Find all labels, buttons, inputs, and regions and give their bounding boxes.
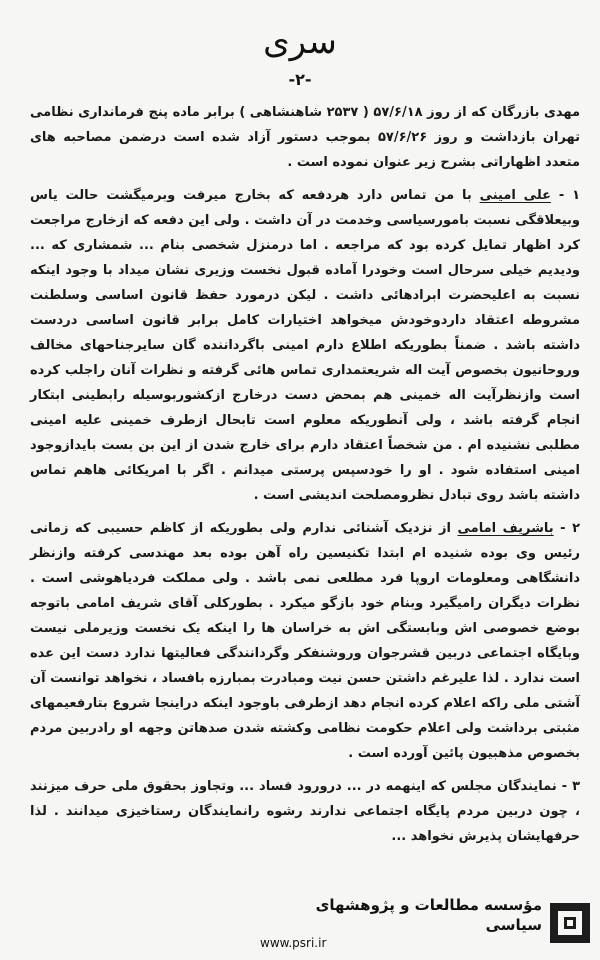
psri-logo-icon [550,903,590,943]
item-1-paragraph [30,183,580,508]
institute-name: مؤسسه مطالعات و پژوهشهای سیاسی [315,896,542,934]
institute-watermark [260,896,590,950]
item-3-text: نمایندگان مجلس که اینهمه در ... درورود فساد ... وتجاوز بحقوق ملی حرف میزنند ، چون دربین مردم پایگاه اجتماعی ندارند رشوه رانمایندگان رستاخیزی میدانند . لذا حرفهایشان پذیرش نخواهد ... [30,779,580,844]
item-2-number: ۲ - [560,521,581,536]
classification-heading: سری [263,22,337,62]
intro-paragraph: مهدی بازرگان که از روز ۵۷/۶/۱۸ ( ۲۵۳۷ شاهنشاهی ) برابر ماده پنج فرمانداری نظامی تهران بازداشت و روز ۵۷/۶/۲۶ بموجب دستور آزاد شده است درضمن مصاحبه های متعدد اظهاراتی بشرح زیر عنوان نموده است . [30,105,581,170]
institute-url: www.psri.ir [260,936,327,950]
document-body [30,100,580,857]
page-number: -۲- [288,70,312,89]
item-2-subject: باشریف امامی [457,521,554,536]
item-1-subject: علی امینی [479,188,552,203]
item-3-number: ۳ - [561,779,580,794]
item-1-number: ۱ - [558,188,581,203]
item-2-paragraph [30,516,580,766]
item-2-text: از نزدیک آشنائی ندارم ولی بطوریکه از کاظم حسیبی که زمانی رئیس وی بوده شنیده ام ابتدا تکنیسین راه آهن بوده بعد مهندسی کرفته وازنظر دانشگاهی ومعلومات اروپا فرد مطلعی نمی باشد . ولی مملکت فردیاهوشی است . نظرات دیگران رامیگیرد وبنام خود بازگو میکرد . بطورکلی آقای شریف امامی باتوجه بوضع خصوصی اش وبابستگی اش به خراسان ها را اینکه یک نخست وزیرملی نیست وبایگاه اجتماعی دربین قشرجوان وروشنفکر وگردانندگی فعالیتها ندارد دست این عده است ندارد . لذا علیرغم داشتن حسن نیت ومبادرت بمبارزه بافساد ، نخواهد توانست آن آشتی ملی راکه اعلام کرده انجام دهد ازطرفی باوجود اینکه دراینجا شروع بتارفعیمهای مثبتی برداشت ولی اعلام حکومت نظامی وکشته شدن صدهاتن وجهه او رادربین مردم بخصوص مذهبیون پائین آورده است . [30,521,580,761]
item-1-text: با من تماس دارد هردفعه که بخارج میرفت وبرمیگشت حالت یاس وبیعلاقگی نسبت بامورسیاسی وخدمت در آن داشت . ولی این دفعه که ازخارج مراجعت کرد اظهار تمایل کرده بود که مراجعه . اما درمنزل شخصی بنام ... شمشاری که ... ودیدیم خیلی سرحال است وخودرا آماده قبول نخست وزیری نشان میداد با وجود اینکه نسبت به اعلیحضرت ابرادهائی داشت . لیکن درمورد حفظ قانون اساسی وسلطنت مشروطه اعتقاد داردوخودش میخواهد اختیارات کامل برابر قانون اساسی دردست داشته باشد . ضمناً بطوریکه اطلاع دارم امینی باگرداننده گان سایرجناحهای مخالف وروحانیون بخصوص آیت اله شریعتمداری تماس هائی گرفته و نظرات آنان راجلب کرده است وازنظرآیت اله خمینی هم بمحض دست درخارج ازکشوربوسیله رابطینی ابتکار انجام گرفته باشد ، ولی آنطوریکه معلوم است تابحال ازطرف خمینی علیه امینی مطلبی نشنیده ام . من شخصاً اعتقاد دارم برای خارج شدن از این بن بست بایدازوجود امینی استفاده شود . او را خودسپس پرستی میدانم . اگر با امریکائی هاهم تماس داشته باشد روی تبادل نظرومصلحت اندیشی است . [30,188,580,503]
watermark-text [260,895,542,951]
psri-logo-graphic [550,903,590,943]
item-3-paragraph [30,774,580,849]
